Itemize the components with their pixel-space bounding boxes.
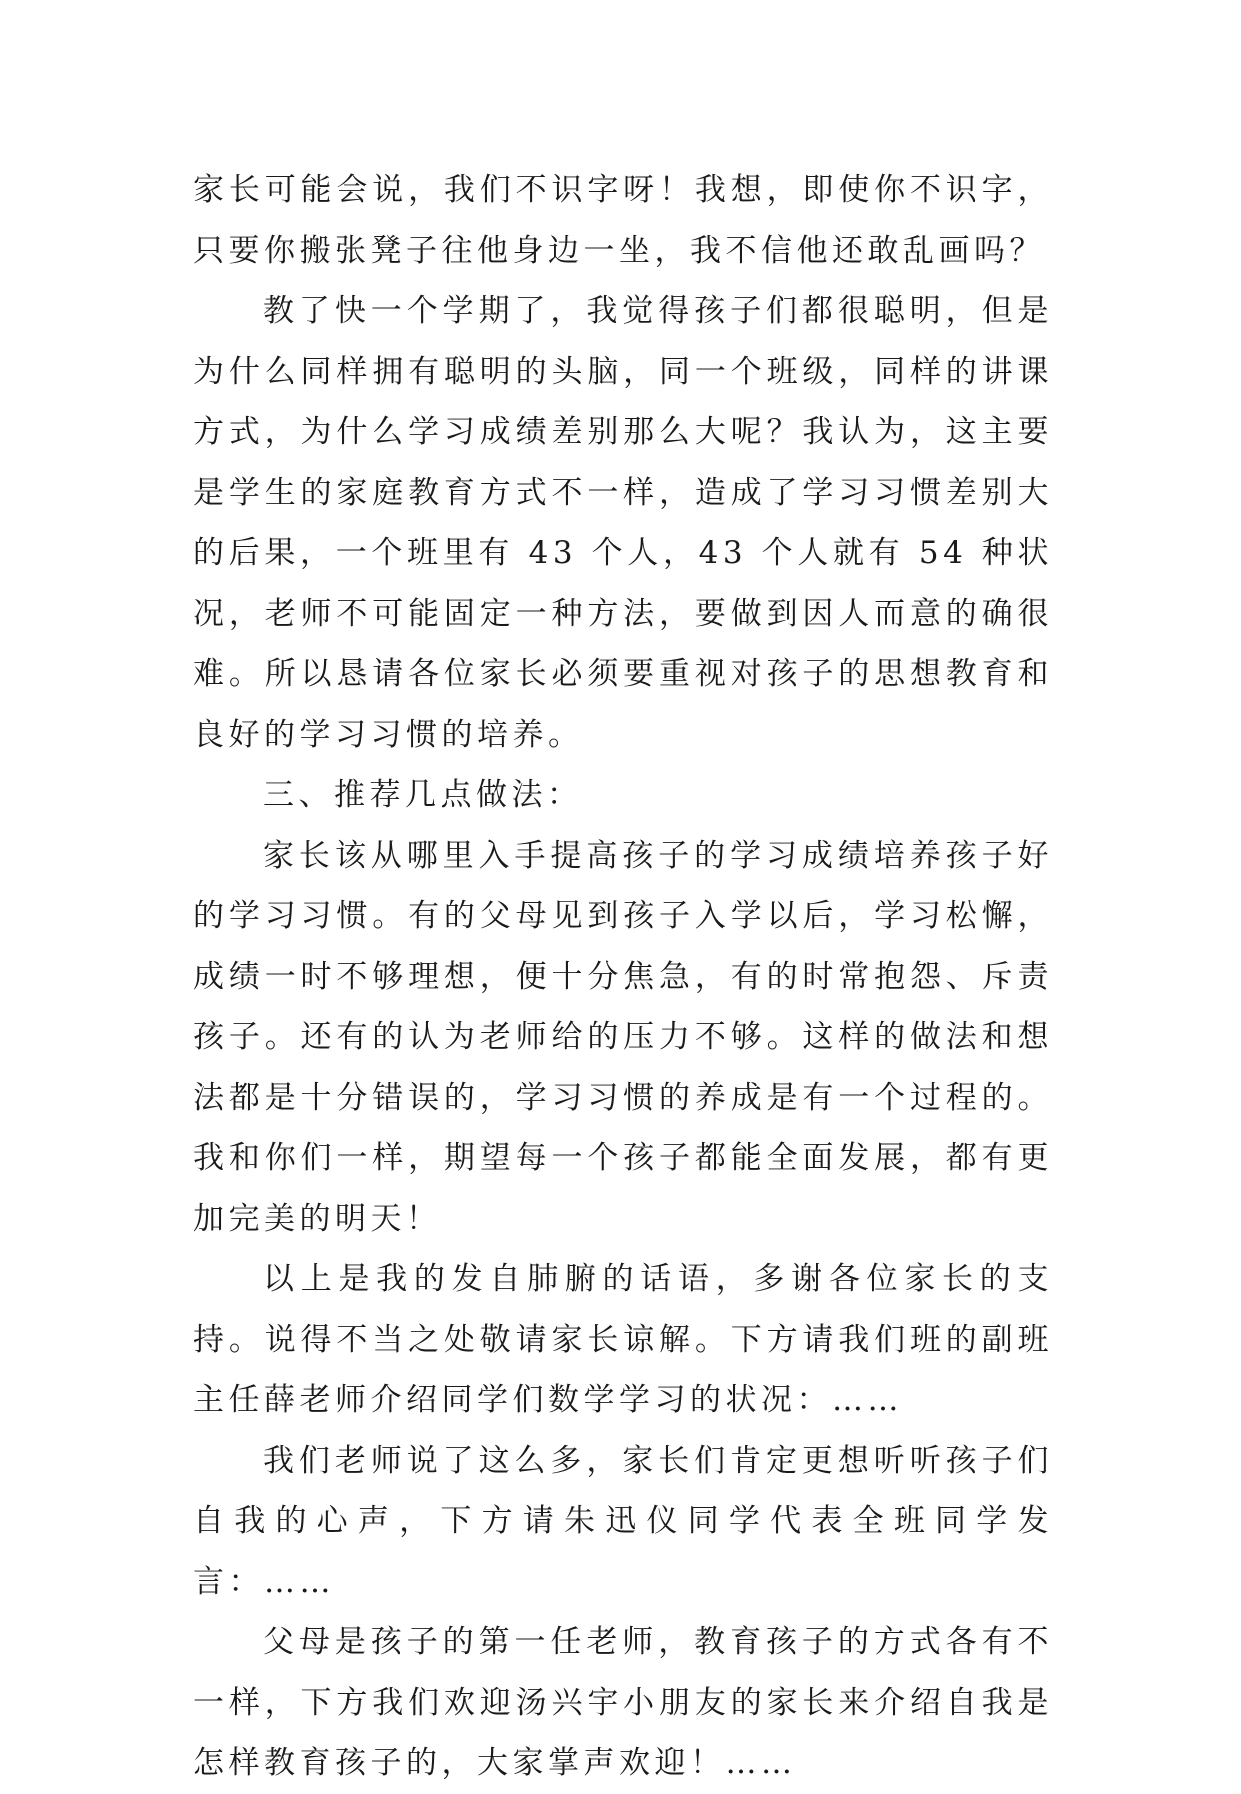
- paragraph-thanks-and-next-speaker: 以上是我的发自肺腑的话语，多谢各位家长的支持。说得不当之处敬请家长谅解。下方请我们班的副班主任薛老师介绍同学们数学学习的状况：……: [193, 1261, 1053, 1418]
- section-heading-recommendations: 三、推荐几点做法：: [263, 777, 583, 813]
- paragraph-study-habits: 教了快一个学期了，我觉得孩子们都很聪明，但是为什么同样拥有聪明的头脑，同一个班级，同样的讲课方式，为什么学习成绩差别那么大呢？我认为，这主要是学生的家庭教育方式不一样，造成了学习习惯差别大的后果，一个班里有 43 个人，43 个人就有 54 种状况，老师不可能固定一种方法，要做到因人而意的确很难。所以恳请各位家长必须要重视对孩子的思想教育和良好的学习习惯的培养。: [193, 293, 1053, 753]
- paragraph-parents-cannot-read: 家长可能会说，我们不识字呀！我想，即使你不识字，只要你搬张凳子往他身边一坐，我不信他还敢乱画吗？: [193, 172, 1053, 269]
- paragraph-where-to-start: 家长该从哪里入手提高孩子的学习成绩培养孩子好的学习习惯。有的父母见到孩子入学以后，学习松懈，成绩一时不够理想，便十分焦急，有的时常抱怨、斥责孩子。还有的认为老师给的压力不够。这样的做法和想法都是十分错误的，学习习惯的养成是有一个过程的。我和你们一样，期望每一个孩子都能全面发展，都有更加完美的明天！: [193, 837, 1053, 1237]
- paragraph-parent-speech: 父母是孩子的第一任老师，教育孩子的方式各有不一样，下方我们欢迎汤兴宇小朋友的家长来介绍自我是怎样教育孩子的，大家掌声欢迎！……: [193, 1624, 1053, 1781]
- paragraph-student-speech: 我们老师说了这么多，家长们肯定更想听听孩子们自我的心声，下方请朱迅仪同学代表全班同学发言：……: [193, 1442, 1053, 1600]
- document-body: [193, 160, 1053, 1794]
